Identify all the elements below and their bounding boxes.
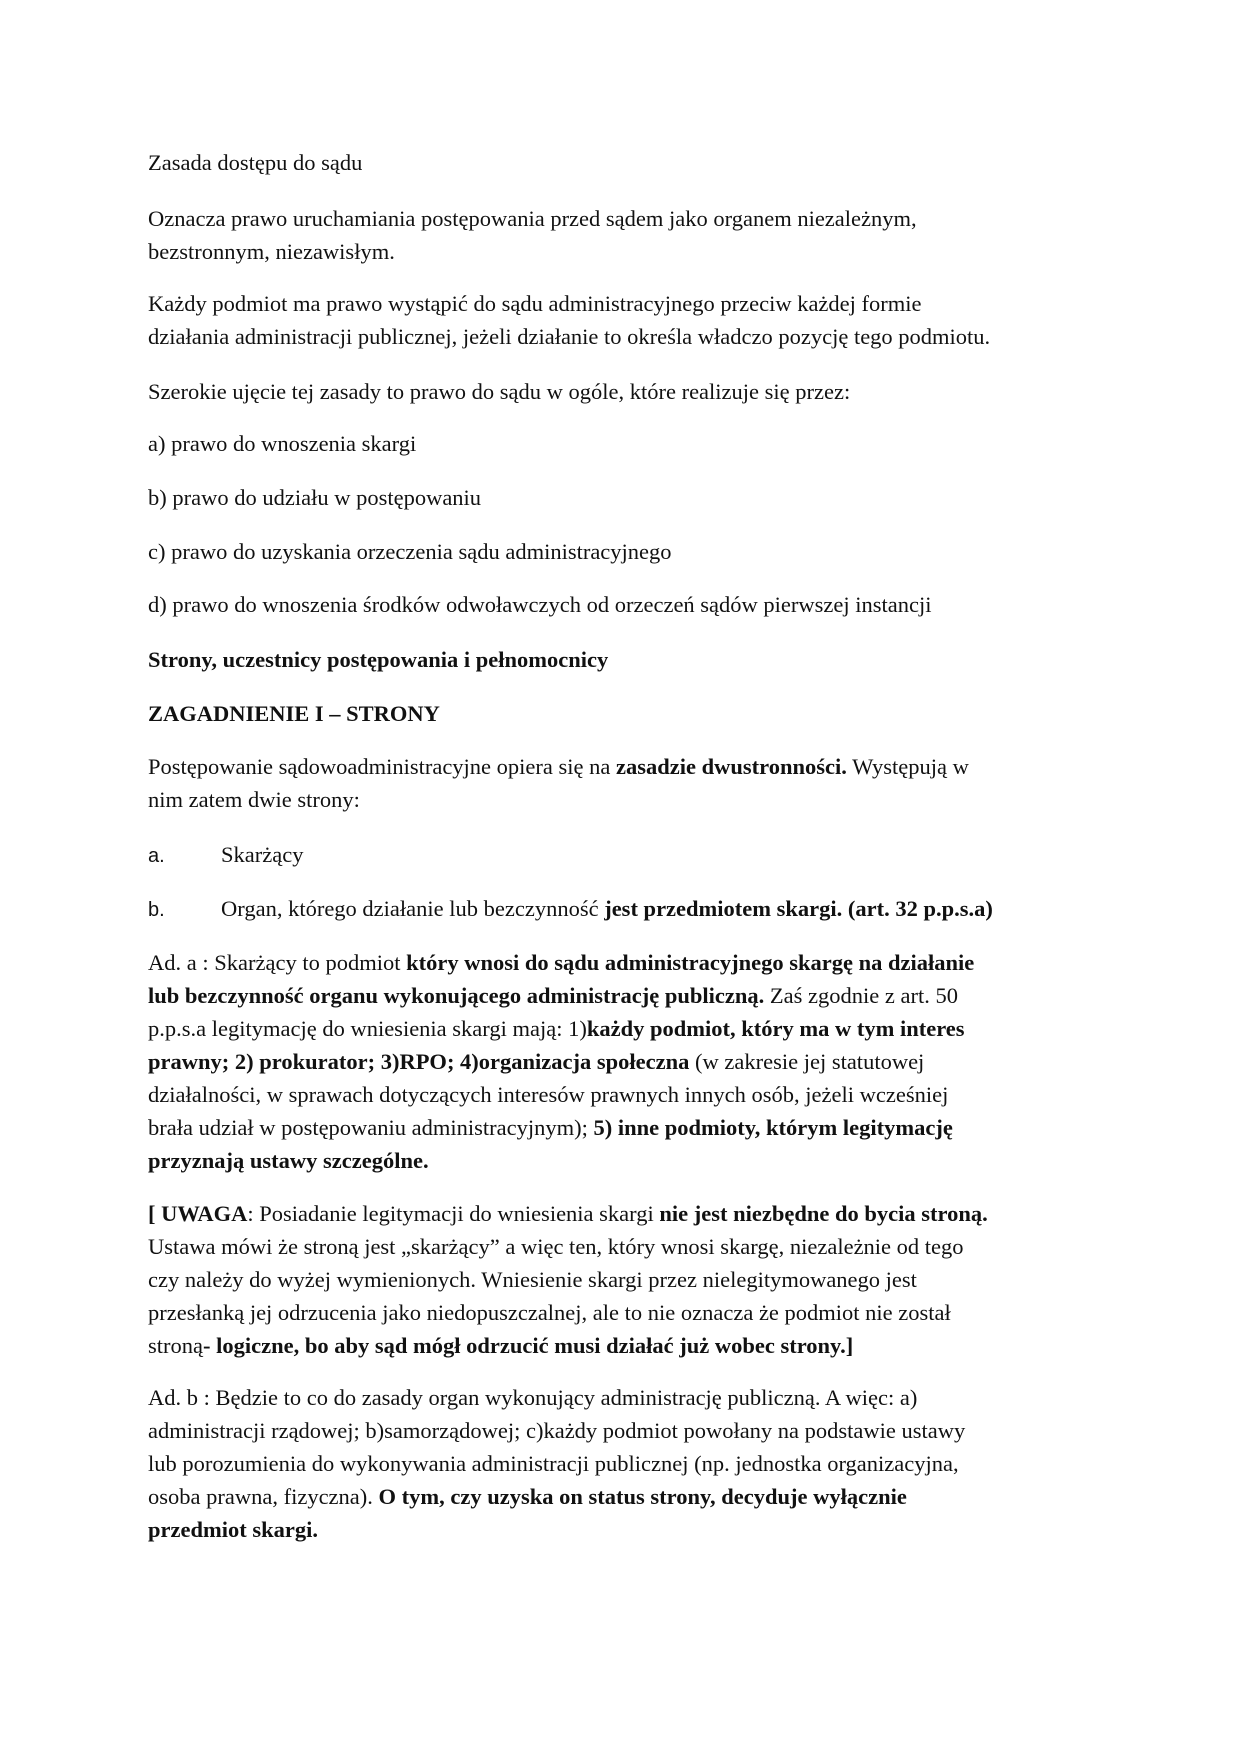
bold-text: O tym, czy uzyska on status strony, decyduje wyłącznie xyxy=(378,1484,907,1509)
bold-text: nie jest niezbędne do bycia stroną. xyxy=(659,1201,988,1226)
ad-b-paragraph xyxy=(148,1381,965,1546)
text-line xyxy=(148,287,990,320)
text-run: brała udział w postępowaniu administracyjnym); xyxy=(148,1115,594,1140)
list-item-d xyxy=(148,588,932,621)
bold-text: prawny; 2) prokurator; 3)RPO; 4)organizacja społeczna xyxy=(148,1049,690,1074)
text-line xyxy=(148,1012,974,1045)
text-line xyxy=(148,1144,974,1177)
bold-text: lub bezczynność organu wykonującego administrację publiczną. xyxy=(148,983,765,1008)
text-run: Zasada dostępu do sądu xyxy=(148,150,363,175)
bold-text: ZAGADNIENIE I – STRONY xyxy=(148,701,440,726)
right-paragraph xyxy=(148,287,990,353)
bold-text: przedmiot skargi. xyxy=(148,1517,318,1542)
text-line xyxy=(148,1078,974,1111)
text-line xyxy=(148,320,990,353)
text-line xyxy=(148,481,481,514)
bold-text: jest przedmiotem skargi. (art. 32 p.p.s.a) xyxy=(604,896,993,921)
text-line xyxy=(148,1045,974,1078)
text-line xyxy=(148,1480,965,1513)
text-line xyxy=(148,1230,988,1263)
text-run: czy należy do wyżej wymienionych. Wniesienie skargi przez nielegitymowanego jest xyxy=(148,1267,917,1292)
text-run: Występują w xyxy=(846,754,969,779)
text-line xyxy=(148,588,932,621)
text-run: lub porozumienia do wykonywania administracji publicznej (np. jednostka organizacyjna, xyxy=(148,1451,959,1476)
heading-issue-1 xyxy=(148,697,440,730)
list-marker: b. xyxy=(148,899,165,921)
definition-paragraph xyxy=(148,202,917,268)
text-run: p.p.s.a legitymację do wniesienia skargi mają: 1) xyxy=(148,1016,587,1041)
text-line xyxy=(148,1513,965,1546)
text-run: b) prawo do udziału w postępowaniu xyxy=(148,485,482,510)
bold-text: [ UWAGA xyxy=(148,1201,248,1226)
text-run: bezstronnym, niezawisłym. xyxy=(148,239,395,264)
text-line xyxy=(148,1111,974,1144)
text-run: Zaś zgodnie z art. 50 xyxy=(764,983,958,1008)
list-marker: a. xyxy=(148,845,165,867)
text-line xyxy=(148,892,993,927)
text-line xyxy=(148,1263,988,1296)
text-run: działania administracji publicznej, jeżeli działanie to określa władczo pozycję tego podmiotu. xyxy=(148,324,991,349)
text-line xyxy=(148,535,672,568)
text-run: Każdy podmiot ma prawo wystąpić do sądu administracyjnego przeciw każdej formie xyxy=(148,291,922,316)
text-run: Skarżący xyxy=(221,842,304,867)
text-line xyxy=(148,202,917,235)
note-paragraph xyxy=(148,1197,988,1362)
text-line xyxy=(148,946,974,979)
two-party-paragraph xyxy=(148,750,969,816)
text-line xyxy=(148,838,303,873)
text-run: Szerokie ujęcie tej zasady to prawo do sądu w ogóle, które realizuje się przez: xyxy=(148,379,851,404)
text-run: osoba prawna, fizyczna). xyxy=(148,1484,379,1509)
text-run: stroną xyxy=(148,1333,203,1358)
bold-text: - logiczne, bo aby sąd mógł odrzucić musi działać już wobec strony.] xyxy=(203,1333,854,1358)
text-run: a) prawo do wnoszenia skargi xyxy=(148,431,417,456)
text-line xyxy=(148,750,969,783)
bold-text: który wnosi do sądu administracyjnego skargę na działanie xyxy=(406,950,975,975)
bold-text: każdy podmiot, który ma w tym interes xyxy=(586,1016,965,1041)
text-line xyxy=(148,375,850,408)
section-title-access-to-court xyxy=(148,146,362,179)
text-run: przesłanką jej odrzucenia jako niedopuszczalnej, ale to nie oznacza że podmiot nie został xyxy=(148,1300,951,1325)
text-run: nim zatem dwie strony: xyxy=(148,787,360,812)
text-line xyxy=(148,1296,988,1329)
party-a xyxy=(148,838,303,873)
text-run: Organ, którego działanie lub bezczynność xyxy=(221,896,605,921)
text-line xyxy=(148,1329,988,1362)
list-item-b xyxy=(148,481,481,514)
text-line xyxy=(148,643,608,676)
bold-text: zasadzie dwustronności. xyxy=(616,754,847,779)
heading-parties xyxy=(148,643,608,676)
text-run: Postępowanie sądowoadministracyjne opiera się na xyxy=(148,754,616,779)
text-line xyxy=(148,427,416,460)
bold-text: przyznają ustawy szczególne. xyxy=(148,1148,429,1173)
list-item-a xyxy=(148,427,416,460)
text-line xyxy=(148,1381,965,1414)
party-b xyxy=(148,892,993,927)
text-line xyxy=(148,1447,965,1480)
text-line xyxy=(148,235,917,268)
text-line xyxy=(148,697,440,730)
text-run: d) prawo do wnoszenia środków odwoławczych od orzeczeń sądów pierwszej instancji xyxy=(148,592,932,617)
bold-text: 5) inne podmioty, którym legitymację xyxy=(593,1115,953,1140)
ad-a-paragraph xyxy=(148,946,974,1177)
text-line xyxy=(148,1197,988,1230)
text-run: Oznacza prawo uruchamiania postępowania przed sądem jako organem niezależnym, xyxy=(148,206,917,231)
text-run: Ustawa mówi że stroną jest „skarżący” a więc ten, który wnosi skargę, niezależnie od tego xyxy=(148,1234,964,1259)
text-run: Ad. b : Będzie to co do zasady organ wykonujący administrację publiczną. A więc: a) xyxy=(148,1385,918,1410)
text-run: (w zakresie jej statutowej xyxy=(689,1049,925,1074)
bold-text: Strony, uczestnicy postępowania i pełnomocnicy xyxy=(148,647,609,672)
text-line xyxy=(148,783,969,816)
text-run: c) prawo do uzyskania orzeczenia sądu administracyjnego xyxy=(148,539,672,564)
text-line xyxy=(148,1414,965,1447)
text-run: : Posiadanie legitymacji do wniesienia skargi xyxy=(247,1201,660,1226)
text-run: administracji rządowej; b)samorządowej; c)każdy podmiot powołany na podstawie ustawy xyxy=(148,1418,966,1443)
text-run: Ad. a : Skarżący to podmiot xyxy=(148,950,407,975)
text-line xyxy=(148,146,362,179)
text-line xyxy=(148,979,974,1012)
list-item-c xyxy=(148,535,672,568)
text-run: działalności, w sprawach dotyczących interesów prawnych innych osób, jeżeli wcześniej xyxy=(148,1082,949,1107)
broad-scope-paragraph xyxy=(148,375,850,408)
